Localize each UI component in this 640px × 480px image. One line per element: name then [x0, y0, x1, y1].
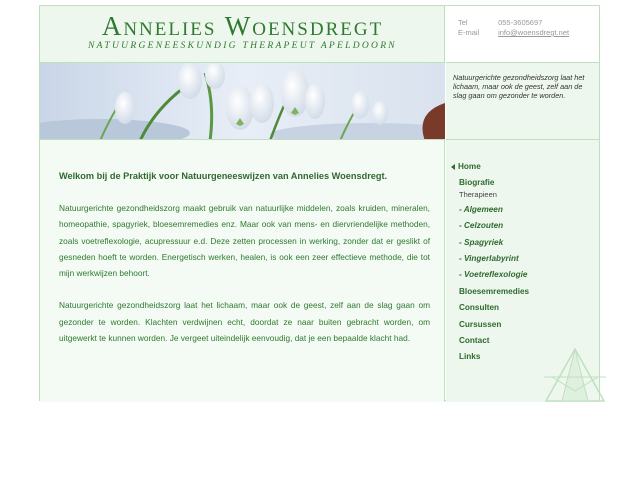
email-row — [458, 28, 569, 37]
intro-paragraph: Natuurgerichte gezondheidszorg maakt gebruik van natuurlijke middelen, zoals kruiden, mineralen, homeopathie, spagyriek, bloesemremedies enz. Maar ook van mens- en diervriendelijke methoden, zoals voetreflexologie, acupressuur e.d. Deze zetten processen in werking, zonder dat er geslikt of gesneden hoeft te worden. Energetisch werken, healen, is ook een zeer effectieve methode, die tot mijn werkwijzen behoort. — [59, 203, 430, 279]
nav-item-home[interactable] — [451, 159, 586, 175]
page-frame — [39, 5, 600, 401]
nav-item-links[interactable]: Links — [459, 352, 481, 362]
email-link[interactable]: info@woensdregt.net — [498, 28, 570, 37]
phone-number: 055-3605697 — [498, 18, 543, 27]
site-header — [40, 6, 445, 62]
nav-item-celzouten[interactable]: - Celzouten — [459, 221, 504, 231]
nav-item-cursussen[interactable]: Cursussen — [459, 319, 502, 329]
nav-item-contact[interactable]: Contact — [459, 335, 490, 345]
email-label: E-mail — [458, 28, 480, 37]
nav-item-home-label: Home — [458, 162, 481, 171]
nav-item-biografie[interactable]: Biografie — [459, 178, 495, 188]
nav-item-voetreflexologie[interactable]: - Voetreflexologie — [459, 270, 528, 280]
nav-section-therapieen: Therapieen — [459, 189, 497, 199]
site-title: Annelies Woensdregt — [101, 11, 384, 41]
welcome-heading: Welkom bij de Praktijk voor Natuurgeneeswijzen van Annelies Woensdregt. — [59, 171, 388, 181]
caret-left-icon — [451, 164, 455, 170]
snowdrop-photo — [40, 63, 445, 140]
contact-info — [446, 6, 599, 62]
nav-item-spagyriek[interactable]: - Spagyriek — [459, 237, 504, 247]
nav-item-vingerlabyrint[interactable]: - Vingerlabyrint — [459, 253, 519, 263]
main-content — [40, 140, 445, 402]
site-subtitle: NATUURGENEESKUNDIG THERAPEUT APELDOORN — [88, 41, 397, 51]
snowdrop-banner-image — [40, 62, 445, 140]
body-paragraph: Natuurgerichte gezondheidszorg laat het lichaam, maar ook de geest, zelf aan de slag gaan om gezonder te worden. Klachten verdwijnen echt, doordat ze naar buiten gebracht worden, om uitgewerkt te kunnen worden. Je vergeet uiteindelijk eenvoudig, dat je een bepaalde klacht had. — [59, 300, 430, 344]
sidebar — [446, 140, 599, 402]
phone-label: Tel — [458, 18, 468, 27]
nav-item-algemeen[interactable]: - Algemeen — [459, 204, 503, 214]
tagline: Natuurgerichte gezondheidszorg laat het lichaam, maar ook de geest, zelf aan de slag gaan om gezonder te worden. — [446, 62, 599, 140]
pyramid-logo-icon — [544, 347, 606, 403]
nav-item-consulten[interactable]: Consulten — [459, 303, 500, 313]
nav-item-bloesemremedies[interactable]: Bloesemremedies — [459, 286, 530, 296]
main-navigation — [459, 159, 594, 366]
phone-row — [458, 18, 542, 27]
